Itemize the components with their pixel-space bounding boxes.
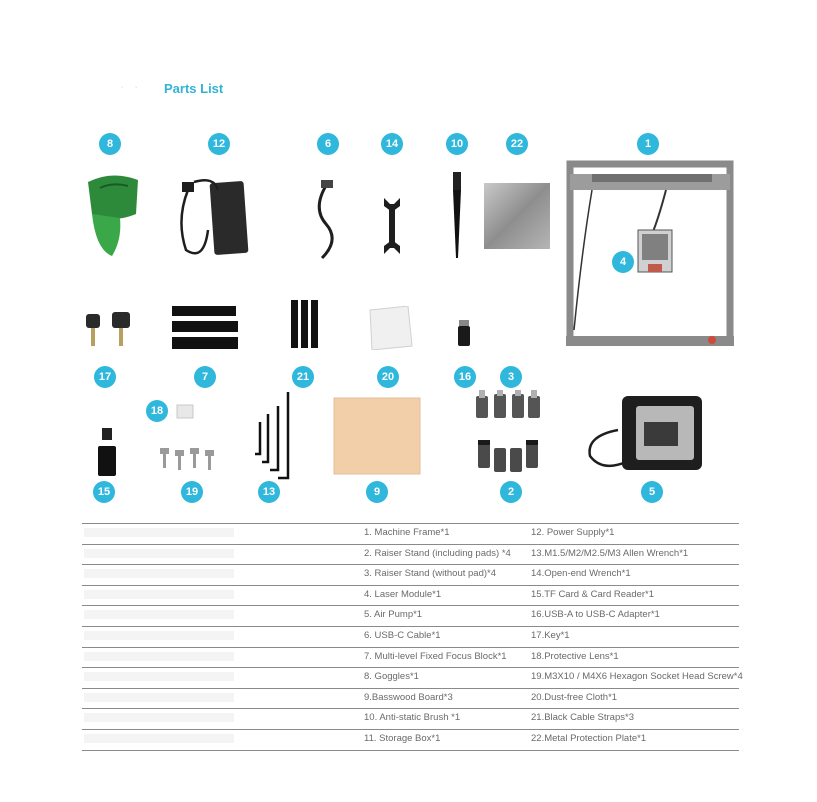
faint-text	[84, 569, 234, 578]
badge-8: 8	[99, 133, 121, 155]
table-row	[82, 627, 739, 648]
dust-free-cloth-image	[366, 306, 414, 350]
table-cell: 22.Metal Protection Plate*1	[531, 732, 647, 744]
metal-protection-plate-image	[484, 183, 550, 249]
key-image	[84, 308, 136, 348]
raiser-stand-without-pad-image	[470, 390, 546, 424]
faint-text	[84, 549, 234, 558]
table-cell: 19.M3X10 / M4X6 Hexagon Socket Head Screw*4	[531, 671, 743, 683]
table-row	[82, 545, 739, 566]
badge-21: 21	[292, 366, 314, 388]
table-row	[82, 648, 739, 669]
table-cell: 10. Anti-static Brush *1	[364, 712, 461, 724]
table-cell: 8. Goggles*1	[364, 671, 419, 683]
tf-card-reader-image	[96, 428, 118, 478]
faint-text	[84, 652, 234, 661]
faint-text	[84, 590, 234, 599]
badge-2: 2	[500, 481, 522, 503]
table-cell: 4. Laser Module*1	[364, 588, 442, 600]
cable-straps-image	[290, 300, 320, 350]
badge-18: 18	[146, 400, 168, 422]
faint-text	[84, 631, 234, 640]
badge-19: 19	[181, 481, 203, 503]
badge-12: 12	[208, 133, 230, 155]
badge-4: 4	[612, 251, 634, 273]
badge-20: 20	[377, 366, 399, 388]
badge-13: 13	[258, 481, 280, 503]
badge-9: 9	[366, 481, 388, 503]
raiser-stand-with-pads-image	[474, 440, 544, 474]
anti-static-brush-image	[448, 172, 466, 258]
badge-1: 1	[637, 133, 659, 155]
faint-text	[84, 713, 234, 722]
protective-lens-image	[176, 404, 194, 420]
badge-5: 5	[641, 481, 663, 503]
page-title: Parts List	[164, 81, 224, 96]
badge-3: 3	[500, 366, 522, 388]
allen-wrench-image	[252, 392, 294, 480]
faint-text	[84, 672, 234, 681]
table-cell: 14.Open-end Wrench*1	[531, 568, 631, 580]
table-cell: 3. Raiser Stand (without pad)*4	[364, 568, 497, 580]
badge-15: 15	[93, 481, 115, 503]
table-cell: 20.Dust-free Cloth*1	[531, 691, 618, 703]
badge-14: 14	[381, 133, 403, 155]
table-row	[82, 523, 739, 545]
badge-17: 17	[94, 366, 116, 388]
title-decoration: · ·	[120, 79, 142, 94]
open-end-wrench-image	[380, 196, 404, 256]
table-cell: 11. Storage Box*1	[364, 732, 441, 744]
badge-6: 6	[317, 133, 339, 155]
badge-16: 16	[454, 366, 476, 388]
table-cell: 15.TF Card & Card Reader*1	[531, 588, 655, 600]
faint-text	[84, 734, 234, 743]
machine-frame-image	[562, 160, 738, 352]
power-supply-image	[174, 170, 270, 262]
air-pump-image	[582, 390, 714, 480]
table-cell: 12. Power Supply*1	[531, 527, 615, 538]
table-row	[82, 668, 743, 689]
table-cell: 9.Basswood Board*3	[364, 691, 453, 703]
table-row	[82, 689, 739, 710]
table-cell: 21.Black Cable Straps*3	[531, 712, 634, 724]
faint-text	[84, 528, 234, 537]
table-cell: 17.Key*1	[531, 629, 570, 641]
fixed-focus-block-image	[168, 306, 244, 350]
screws-image	[156, 446, 220, 476]
table-cell: 1. Machine Frame*1	[364, 527, 450, 538]
badge-7: 7	[194, 366, 216, 388]
table-row	[82, 586, 739, 607]
badge-10: 10	[446, 133, 468, 155]
table-cell: 16.USB-A to USB-C Adapter*1	[531, 609, 660, 621]
table-row	[82, 730, 739, 751]
table-cell: 2. Raiser Stand (including pads) *4	[364, 547, 511, 559]
table-row	[82, 565, 739, 586]
table-cell: 6. USB-C Cable*1	[364, 629, 441, 641]
table-cell: 7. Multi-level Fixed Focus Block*1	[364, 650, 507, 662]
table-cell: 5. Air Pump*1	[364, 609, 423, 621]
basswood-board-image	[330, 396, 424, 476]
table-cell: 18.Protective Lens*1	[531, 650, 619, 662]
usb-c-cable-image	[312, 178, 342, 264]
faint-text	[84, 693, 234, 702]
goggles-image	[82, 170, 144, 262]
parts-table	[82, 523, 743, 751]
usb-adapter-image	[456, 320, 472, 348]
badge-22: 22	[506, 133, 528, 155]
table-row	[82, 606, 739, 627]
faint-text	[84, 610, 234, 619]
table-cell: 13.M1.5/M2/M2.5/M3 Allen Wrench*1	[531, 547, 689, 559]
table-row	[82, 709, 739, 730]
